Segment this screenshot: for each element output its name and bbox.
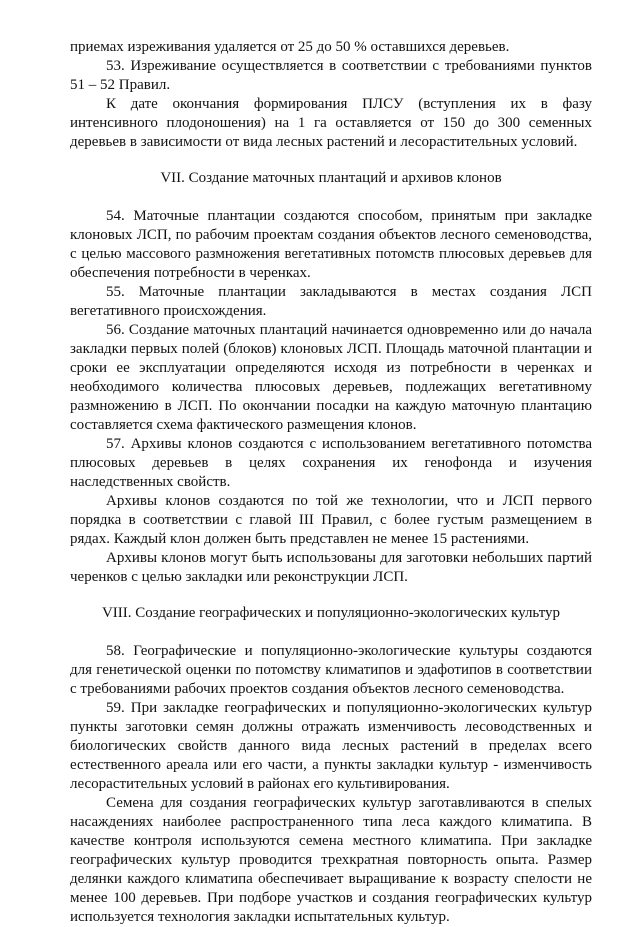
paragraph-seeds: Семена для создания географических культур заготавливаются в спелых насаждениях наиболее распространенного типа леса каждого климатипа. В качестве контроля используются семена местного климатипа. При закладке географических культур проводится трехкратная повторность опыта. Размер делянки каждого климатипа обеспечивает выращивание к возрасту спелости не менее 100 деревьев. При подборе участков и создания географических культур используется технология закладки испытательных культур. <box>70 795 592 925</box>
section-heading-viii: VIII. Создание географических и популяционно-экологических культур <box>101 605 561 621</box>
section-heading-vii: VII. Создание маточных плантаций и архивов клонов <box>160 170 502 186</box>
paragraph-54: 54. Маточные плантации создаются способом, принятым при закладке клоновых ЛСП, по рабочим проектам создания объектов лесного семеноводства, с целью массового размножения вегетативных потомств плюсовых деревьев для обеспечения потребности в черенках. <box>70 208 592 281</box>
paragraph-plsu: К дате окончания формирования ПЛСУ (вступления их в фазу интенсивного плодоношения) на 1 га оставляется от 150 до 300 семенных деревьев в зависимости от вида лесных растений и лесорастительных условий. <box>70 96 592 150</box>
paragraph-56: 56. Создание маточных плантаций начинается одновременно или до начала закладки первых полей (блоков) клоновых ЛСП. Площадь маточной плантации и сроки ее эксплуатации определяются исходя из потребности в черенках и необходимого количества плюсовых деревьев, подлежащих вегетативному размножению в ЛСП. По окончании посадки на каждую маточную плантацию составляется схема фактического размещения клонов. <box>70 322 592 433</box>
paragraph-archives-use: Архивы клонов могут быть использованы для заготовки небольших партий черенков с целью закладки или реконструкции ЛСП. <box>70 550 592 585</box>
paragraph-53: 53. Изреживание осуществляется в соответствии с требованиями пунктов 51 – 52 Правил. <box>70 58 592 93</box>
paragraph-55: 55. Маточные плантации закладываются в местах создания ЛСП вегетативного происхождения. <box>70 284 592 319</box>
paragraph-57: 57. Архивы клонов создаются с использованием вегетативного потомства плюсовых деревьев в целях сохранения их генофонда и изучения наследственных свойств. <box>70 436 592 490</box>
paragraph-58: 58. Географические и популяционно-экологические культуры создаются для генетической оценки по потомству климатипов и эдафотипов в соответствии с требованиями рабочих проектов создания объектов лесного семеноводства. <box>70 643 592 697</box>
paragraph-59: 59. При закладке географических и популяционно-экологических культур пункты заготовки семян должны отражать изменчивость лесоводственных и биологических свойств данного вида лесных растений в пределах всего естественного ареала или его части, а пункты закладки культур - изменчивость лесорастительных условий в районах его культивирования. <box>70 700 592 792</box>
document-body <box>70 38 592 927</box>
paragraph-archives-tech: Архивы клонов создаются по той же технологии, что и ЛСП первого порядка в соответствии с главой III Правил, с более густым размещением в рядах. Каждый клон должен быть представлен не менее 15 растениями. <box>70 493 592 547</box>
paragraph-continuation: приемах изреживания удаляется от 25 до 50 % оставшихся деревьев. <box>70 39 510 55</box>
